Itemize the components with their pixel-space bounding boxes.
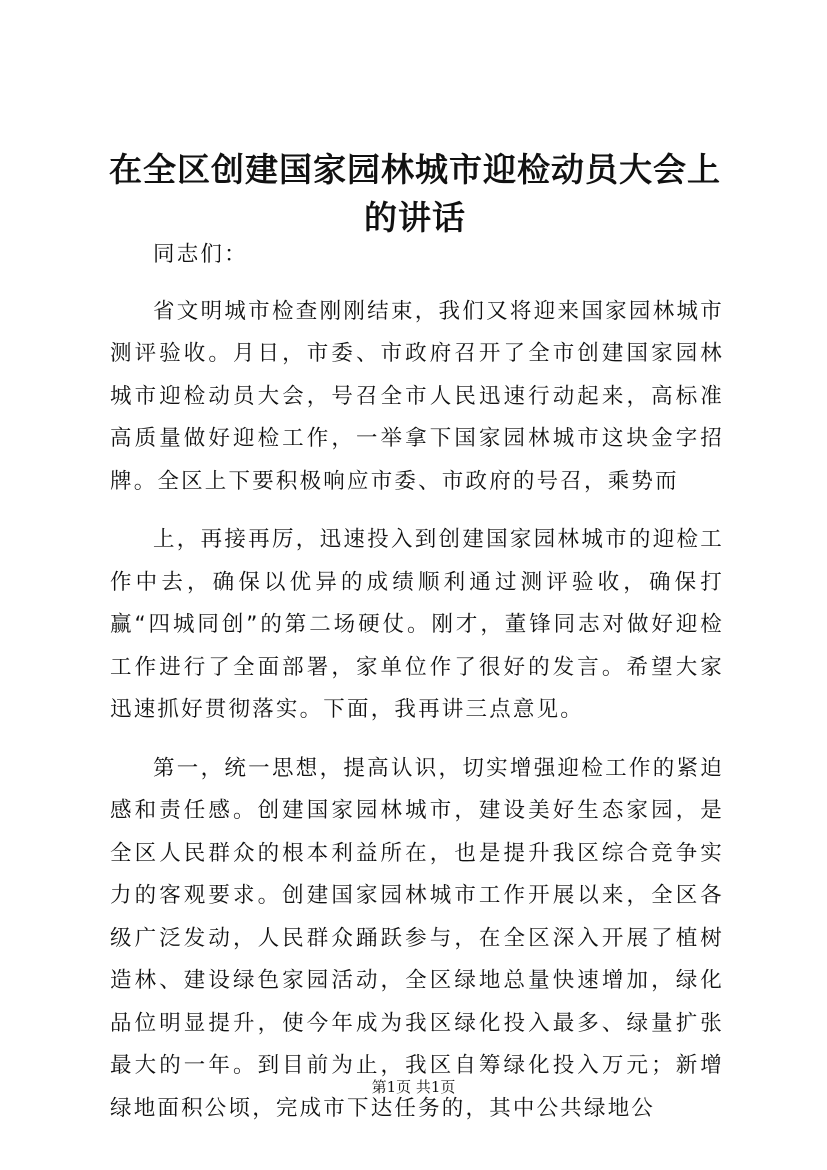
document-body (110, 234, 724, 1146)
body-paragraph-1: 省文明城市检查刚刚结束，我们又将迎来国家园林城市测评验收。月日，市委、市政府召开了全市创建国家园林城市迎检动员大会，号召全市人民迅速行动起来，高标准高质量做好迎检工作，一举拿下国家园林城市这块金字招牌。全区上下要积极响应市委、市政府的号召，乘势而 (110, 298, 724, 494)
page-number-label: 第1页 共1页 (371, 1078, 456, 1096)
body-paragraph-3: 第一，统一思想，提高认识，切实增强迎检工作的紧迫感和责任感。创建国家园林城市，建设美好生态家园，是全区人民群众的根本利益所在，也是提升我区综合竞争实力的客观要求。创建国家园林城市工作开展以来，全区各级广泛发动，人民群众踊跃参与，在全区深入开展了植树造林、建设绿色家园活动，全区绿地总量快速增加，绿化品位明显提升，使今年成为我区绿化投入最多、绿量扩张最大的一年。到目前为止，我区自筹绿化投入万元；新增绿地面积公顷，完成市下达任务的，其中公共绿地公 (110, 755, 724, 1121)
body-paragraph-2: 上，再接再厉，迅速投入到创建国家园林城市的迎检工作中去，确保以优异的成绩顺利通过测评验收，确保打赢“四城同创”的第二场硬仗。刚才，董锋同志对做好迎检工作进行了全面部署，家单位作了很好的发言。希望大家迅速抓好贯彻落实。下面，我再讲三点意见。 (110, 527, 724, 722)
salutation-paragraph: 同志们： (153, 242, 248, 267)
document-title: 在全区创建国家园林城市迎检动员大会上的讲话 (109, 150, 721, 237)
page-footer (0, 1077, 827, 1097)
